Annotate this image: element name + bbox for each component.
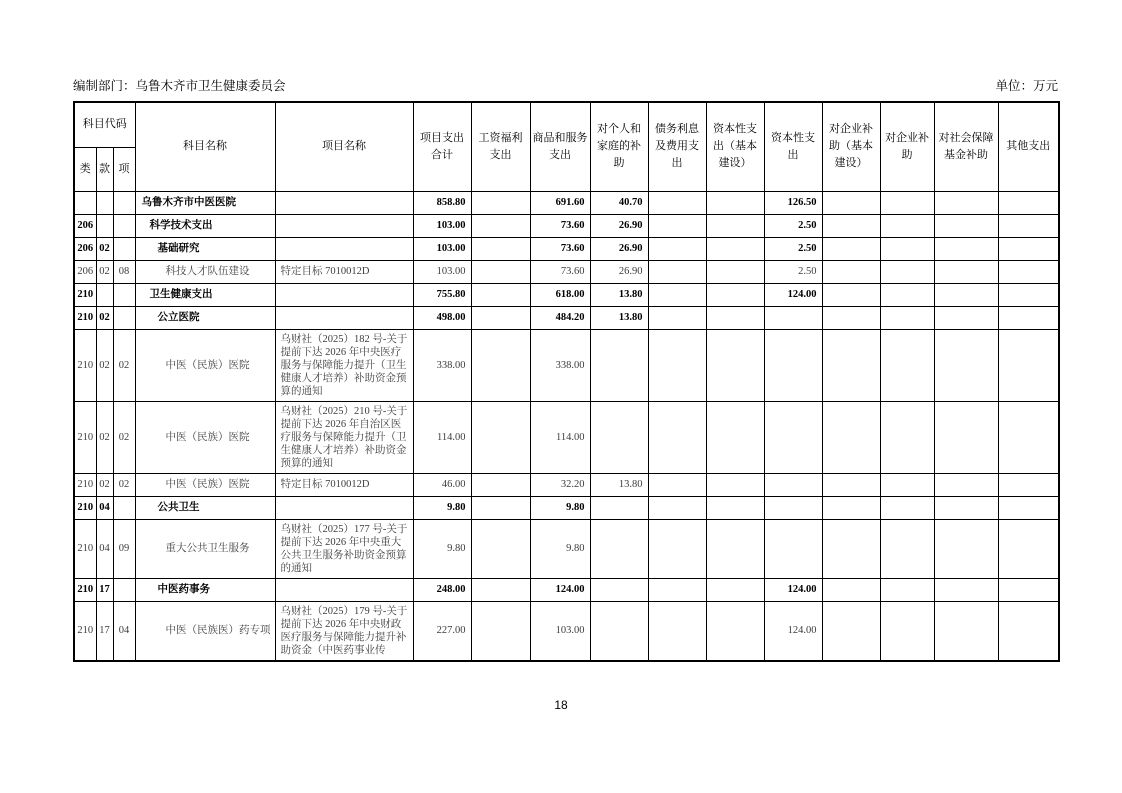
amount-cell-0: 114.00 <box>413 401 471 473</box>
amount-cell-6 <box>764 519 822 578</box>
amount-cell-1 <box>471 496 530 519</box>
amount-cell-5 <box>706 237 764 260</box>
project-name-cell <box>275 306 413 329</box>
amount-cell-6 <box>764 496 822 519</box>
project-name-cell: 乌财社（2025）210 号-关于提前下达 2026 年自治区医疗服务与保障能力提升（卫生健康人才培养）补助资金预算的通知 <box>275 401 413 473</box>
amount-cell-0: 227.00 <box>413 601 471 661</box>
code-cell-kuan: 04 <box>96 496 113 519</box>
amount-cell-10 <box>998 237 1059 260</box>
amount-cell-7 <box>822 601 880 661</box>
amount-cell-2: 691.60 <box>530 191 590 214</box>
amount-cell-3 <box>590 601 648 661</box>
code-cell-lei: 210 <box>74 283 96 306</box>
amount-cell-7 <box>822 578 880 601</box>
amount-cell-8 <box>880 473 934 496</box>
header-code-sub-2: 项 <box>113 147 135 191</box>
unit-label: 单位：万元 <box>995 79 1058 93</box>
amount-cell-3: 40.70 <box>590 191 648 214</box>
header-amount-col-1: 工资福利支出 <box>471 102 530 191</box>
amount-cell-3: 26.90 <box>590 260 648 283</box>
amount-cell-8 <box>880 401 934 473</box>
amount-cell-8 <box>880 496 934 519</box>
amount-cell-6: 124.00 <box>764 578 822 601</box>
code-cell-xiang: 09 <box>113 519 135 578</box>
amount-cell-1 <box>471 214 530 237</box>
amount-cell-2: 73.60 <box>530 214 590 237</box>
amount-cell-5 <box>706 473 764 496</box>
subject-name-cell: 基础研究 <box>135 237 275 260</box>
amount-cell-2: 484.20 <box>530 306 590 329</box>
code-cell-lei: 210 <box>74 473 96 496</box>
amount-cell-5 <box>706 601 764 661</box>
table-row <box>74 214 1059 237</box>
amount-cell-1 <box>471 578 530 601</box>
code-cell-kuan: 02 <box>96 329 113 401</box>
code-cell-xiang <box>113 214 135 237</box>
amount-cell-3: 26.90 <box>590 237 648 260</box>
project-name-cell: 乌财社（2025）177 号-关于提前下达 2026 年中央重大公共卫生服务补助资金预算的通知 <box>275 519 413 578</box>
amount-cell-7 <box>822 496 880 519</box>
amount-cell-10 <box>998 473 1059 496</box>
amount-cell-4 <box>648 260 706 283</box>
table-header <box>74 102 1059 191</box>
code-cell-kuan <box>96 191 113 214</box>
amount-cell-7 <box>822 237 880 260</box>
header-code-sub-0: 类 <box>74 147 96 191</box>
amount-cell-1 <box>471 401 530 473</box>
project-name-cell <box>275 214 413 237</box>
amount-cell-4 <box>648 473 706 496</box>
amount-cell-0: 858.80 <box>413 191 471 214</box>
header-amount-col-9: 对社会保障基金补助 <box>934 102 998 191</box>
amount-cell-0: 9.80 <box>413 496 471 519</box>
amount-cell-4 <box>648 237 706 260</box>
amount-cell-10 <box>998 601 1059 661</box>
amount-cell-1 <box>471 260 530 283</box>
amount-cell-1 <box>471 237 530 260</box>
table-body <box>74 191 1059 661</box>
amount-cell-9 <box>934 237 998 260</box>
project-name-cell <box>275 237 413 260</box>
amount-cell-2: 618.00 <box>530 283 590 306</box>
subject-name-cell: 公共卫生 <box>135 496 275 519</box>
amount-cell-5 <box>706 519 764 578</box>
amount-cell-4 <box>648 214 706 237</box>
amount-cell-0: 46.00 <box>413 473 471 496</box>
code-cell-lei: 210 <box>74 306 96 329</box>
amount-cell-5 <box>706 496 764 519</box>
amount-cell-9 <box>934 401 998 473</box>
code-cell-kuan: 02 <box>96 237 113 260</box>
amount-cell-10 <box>998 283 1059 306</box>
code-cell-xiang: 02 <box>113 401 135 473</box>
amount-cell-6: 2.50 <box>764 260 822 283</box>
amount-cell-9 <box>934 578 998 601</box>
amount-cell-8 <box>880 260 934 283</box>
amount-cell-7 <box>822 283 880 306</box>
header-subject-name: 科目名称 <box>135 102 275 191</box>
amount-cell-6: 124.00 <box>764 283 822 306</box>
code-cell-xiang <box>113 283 135 306</box>
amount-cell-9 <box>934 191 998 214</box>
code-cell-xiang: 02 <box>113 329 135 401</box>
amount-cell-3: 26.90 <box>590 214 648 237</box>
amount-cell-8 <box>880 601 934 661</box>
amount-cell-7 <box>822 519 880 578</box>
amount-cell-4 <box>648 283 706 306</box>
header-project-name: 项目名称 <box>275 102 413 191</box>
subject-name-cell: 科技人才队伍建设 <box>135 260 275 283</box>
amount-cell-5 <box>706 578 764 601</box>
amount-cell-8 <box>880 191 934 214</box>
prepared-by-label: 编制部门：乌鲁木齐市卫生健康委员会 <box>73 79 286 93</box>
amount-cell-4 <box>648 401 706 473</box>
amount-cell-8 <box>880 306 934 329</box>
table-row <box>74 283 1059 306</box>
amount-cell-9 <box>934 283 998 306</box>
amount-cell-5 <box>706 214 764 237</box>
amount-cell-3 <box>590 519 648 578</box>
table-row <box>74 260 1059 283</box>
amount-cell-9 <box>934 260 998 283</box>
amount-cell-9 <box>934 306 998 329</box>
subject-name-cell: 重大公共卫生服务 <box>135 519 275 578</box>
code-cell-kuan: 17 <box>96 578 113 601</box>
header-amount-col-4: 债务利息及费用支出 <box>648 102 706 191</box>
code-cell-kuan <box>96 214 113 237</box>
table-row <box>74 306 1059 329</box>
code-cell-xiang: 02 <box>113 473 135 496</box>
code-cell-lei: 210 <box>74 496 96 519</box>
header-amount-col-8: 对企业补助 <box>880 102 934 191</box>
amount-cell-0: 248.00 <box>413 578 471 601</box>
project-name-cell: 乌财社（2025）179 号-关于提前下达 2026 年中央财政医疗服务与保障能力提升补助资金（中医药事业传 <box>275 601 413 661</box>
amount-cell-6 <box>764 329 822 401</box>
budget-expenditure-table <box>73 101 1060 662</box>
subject-name-cell: 中医药事务 <box>135 578 275 601</box>
code-cell-xiang <box>113 578 135 601</box>
project-name-cell: 特定目标 7010012D <box>275 473 413 496</box>
amount-cell-3 <box>590 401 648 473</box>
amount-cell-8 <box>880 237 934 260</box>
amount-cell-4 <box>648 496 706 519</box>
amount-cell-6 <box>764 306 822 329</box>
amount-cell-5 <box>706 329 764 401</box>
amount-cell-10 <box>998 214 1059 237</box>
code-cell-lei: 210 <box>74 519 96 578</box>
code-cell-lei: 206 <box>74 237 96 260</box>
header-amount-col-2: 商品和服务支出 <box>530 102 590 191</box>
amount-cell-2: 114.00 <box>530 401 590 473</box>
document-meta-row <box>73 79 1058 93</box>
amount-cell-9 <box>934 329 998 401</box>
header-code-sub-1: 款 <box>96 147 113 191</box>
code-cell-xiang <box>113 191 135 214</box>
amount-cell-0: 103.00 <box>413 260 471 283</box>
amount-cell-10 <box>998 191 1059 214</box>
amount-cell-6: 2.50 <box>764 214 822 237</box>
amount-cell-6: 2.50 <box>764 237 822 260</box>
amount-cell-5 <box>706 306 764 329</box>
amount-cell-4 <box>648 519 706 578</box>
amount-cell-0: 338.00 <box>413 329 471 401</box>
amount-cell-6: 126.50 <box>764 191 822 214</box>
code-cell-lei <box>74 191 96 214</box>
amount-cell-7 <box>822 473 880 496</box>
code-cell-xiang <box>113 496 135 519</box>
amount-cell-10 <box>998 329 1059 401</box>
subject-name-cell: 中医（民族）医院 <box>135 473 275 496</box>
amount-cell-10 <box>998 401 1059 473</box>
subject-name-cell: 卫生健康支出 <box>135 283 275 306</box>
amount-cell-6: 124.00 <box>764 601 822 661</box>
amount-cell-7 <box>822 214 880 237</box>
code-cell-kuan: 02 <box>96 306 113 329</box>
code-cell-xiang <box>113 237 135 260</box>
amount-cell-7 <box>822 329 880 401</box>
subject-name-cell: 科学技术支出 <box>135 214 275 237</box>
amount-cell-3 <box>590 578 648 601</box>
project-name-cell <box>275 191 413 214</box>
amount-cell-9 <box>934 496 998 519</box>
amount-cell-10 <box>998 519 1059 578</box>
subject-name-cell: 公立医院 <box>135 306 275 329</box>
amount-cell-3: 13.80 <box>590 306 648 329</box>
amount-cell-4 <box>648 191 706 214</box>
project-name-cell: 特定目标 7010012D <box>275 260 413 283</box>
amount-cell-1 <box>471 601 530 661</box>
amount-cell-5 <box>706 401 764 473</box>
code-cell-xiang <box>113 306 135 329</box>
amount-cell-0: 103.00 <box>413 237 471 260</box>
amount-cell-3 <box>590 496 648 519</box>
table-row <box>74 578 1059 601</box>
amount-cell-6 <box>764 473 822 496</box>
header-amount-col-3: 对个人和家庭的补助 <box>590 102 648 191</box>
amount-cell-2: 9.80 <box>530 519 590 578</box>
amount-cell-3 <box>590 329 648 401</box>
table-row <box>74 191 1059 214</box>
amount-cell-2: 124.00 <box>530 578 590 601</box>
amount-cell-7 <box>822 191 880 214</box>
code-cell-xiang: 08 <box>113 260 135 283</box>
project-name-cell <box>275 283 413 306</box>
subject-name-cell: 中医（民族）医院 <box>135 401 275 473</box>
amount-cell-1 <box>471 329 530 401</box>
subject-name-cell: 中医（民族医）药专项 <box>135 601 275 661</box>
amount-cell-1 <box>471 306 530 329</box>
code-cell-kuan: 02 <box>96 473 113 496</box>
amount-cell-1 <box>471 473 530 496</box>
table-row <box>74 473 1059 496</box>
table-row <box>74 329 1059 401</box>
amount-cell-9 <box>934 473 998 496</box>
amount-cell-2: 73.60 <box>530 260 590 283</box>
amount-cell-2: 32.20 <box>530 473 590 496</box>
amount-cell-7 <box>822 260 880 283</box>
code-cell-lei: 210 <box>74 329 96 401</box>
amount-cell-0: 9.80 <box>413 519 471 578</box>
amount-cell-10 <box>998 260 1059 283</box>
amount-cell-1 <box>471 191 530 214</box>
header-amount-col-6: 资本性支出 <box>764 102 822 191</box>
amount-cell-8 <box>880 578 934 601</box>
subject-name-cell: 中医（民族）医院 <box>135 329 275 401</box>
amount-cell-8 <box>880 283 934 306</box>
code-cell-lei: 210 <box>74 578 96 601</box>
amount-cell-4 <box>648 601 706 661</box>
table-row <box>74 401 1059 473</box>
amount-cell-7 <box>822 401 880 473</box>
amount-cell-10 <box>998 306 1059 329</box>
code-cell-kuan: 04 <box>96 519 113 578</box>
amount-cell-0: 103.00 <box>413 214 471 237</box>
project-name-cell <box>275 578 413 601</box>
header-amount-col-0: 项目支出合计 <box>413 102 471 191</box>
header-amount-col-10: 其他支出 <box>998 102 1059 191</box>
project-name-cell: 乌财社（2025）182 号-关于提前下达 2026 年中央医疗服务与保障能力提升（卫生健康人才培养）补助资金预算的通知 <box>275 329 413 401</box>
amount-cell-9 <box>934 601 998 661</box>
project-name-cell <box>275 496 413 519</box>
header-amount-col-7: 对企业补助（基本建设） <box>822 102 880 191</box>
header-subject-code: 科目代码 <box>74 102 135 147</box>
amount-cell-5 <box>706 191 764 214</box>
table-row <box>74 237 1059 260</box>
code-cell-xiang: 04 <box>113 601 135 661</box>
subject-name-cell: 乌鲁木齐市中医医院 <box>135 191 275 214</box>
table-row <box>74 601 1059 661</box>
code-cell-kuan: 17 <box>96 601 113 661</box>
amount-cell-8 <box>880 519 934 578</box>
amount-cell-3: 13.80 <box>590 473 648 496</box>
code-cell-kuan: 02 <box>96 401 113 473</box>
amount-cell-3: 13.80 <box>590 283 648 306</box>
amount-cell-6 <box>764 401 822 473</box>
amount-cell-2: 103.00 <box>530 601 590 661</box>
amount-cell-2: 73.60 <box>530 237 590 260</box>
amount-cell-4 <box>648 329 706 401</box>
table-row <box>74 496 1059 519</box>
amount-cell-2: 9.80 <box>530 496 590 519</box>
code-cell-kuan: 02 <box>96 260 113 283</box>
amount-cell-0: 755.80 <box>413 283 471 306</box>
amount-cell-9 <box>934 214 998 237</box>
page-number: 18 <box>554 698 568 712</box>
table-row <box>74 519 1059 578</box>
amount-cell-8 <box>880 214 934 237</box>
header-amount-col-5: 资本性支出（基本建设） <box>706 102 764 191</box>
amount-cell-4 <box>648 306 706 329</box>
amount-cell-2: 338.00 <box>530 329 590 401</box>
amount-cell-10 <box>998 496 1059 519</box>
code-cell-lei: 206 <box>74 260 96 283</box>
code-cell-lei: 210 <box>74 401 96 473</box>
amount-cell-8 <box>880 329 934 401</box>
amount-cell-10 <box>998 578 1059 601</box>
amount-cell-1 <box>471 283 530 306</box>
code-cell-lei: 206 <box>74 214 96 237</box>
amount-cell-5 <box>706 283 764 306</box>
amount-cell-4 <box>648 578 706 601</box>
amount-cell-5 <box>706 260 764 283</box>
amount-cell-7 <box>822 306 880 329</box>
amount-cell-1 <box>471 519 530 578</box>
amount-cell-9 <box>934 519 998 578</box>
code-cell-lei: 210 <box>74 601 96 661</box>
code-cell-kuan <box>96 283 113 306</box>
amount-cell-0: 498.00 <box>413 306 471 329</box>
